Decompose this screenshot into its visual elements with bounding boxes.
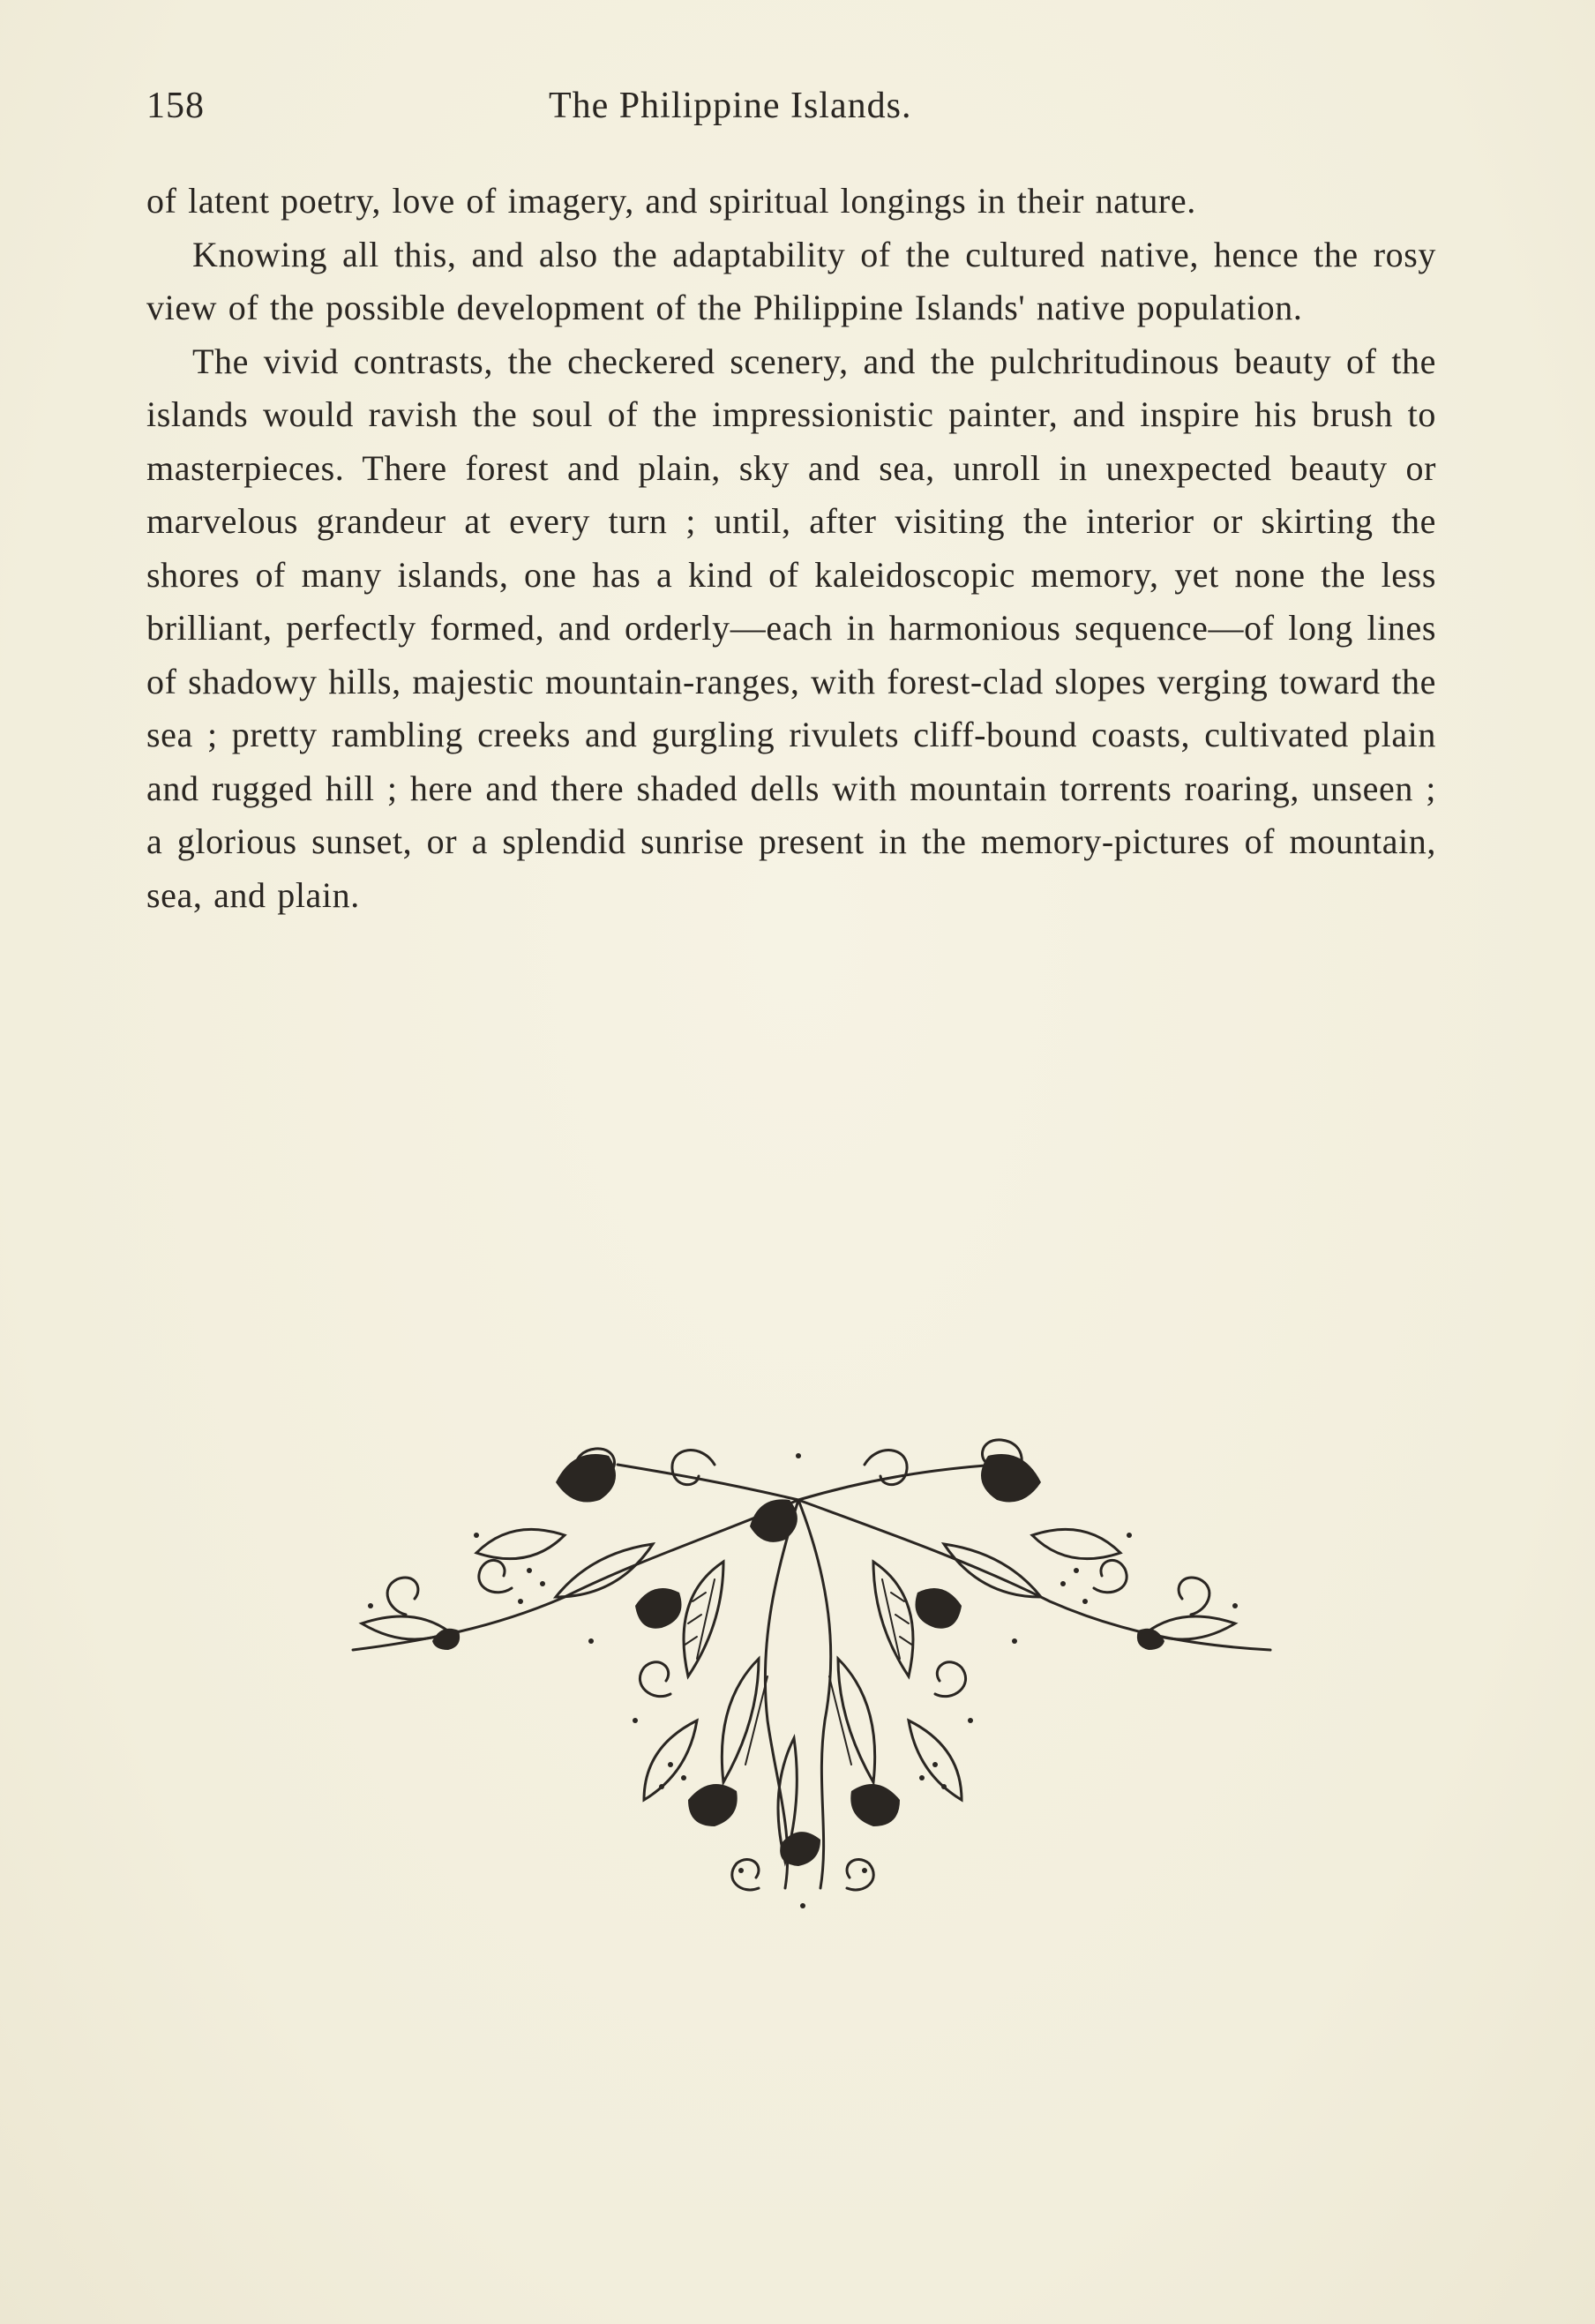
paragraph: The vivid contrasts, the checkered scenery, and the pulchritudinous beauty of the islands would ravish the soul of the impressionistic painter, and inspire his brush to masterpieces. There forest and plain, sky and sea, unroll in unexpected beauty or marvelous grandeur at every turn ; until, after visiting the interior or skirting the shores of many islands, one has a kind of kaleidoscopic memory, yet none the less brilliant, perfectly formed, and orderly—each in harmonious sequence—of long lines of shadowy hills, majestic mountain-ranges, with forest-clad slopes verging toward the sea ; pretty rambling creeks and gurgling rivulets cliff-bound coasts, cultivated plain and rugged hill ; here and there shaded dells with mountain torrents roaring, unseen ; a glorious sunset, or a splendid sunrise present in the memory-pictures of mountain, sea, and plain. <box>146 341 1436 915</box>
running-title: The Philippine Islands. <box>549 86 912 126</box>
paragraph: Knowing all this, and also the adaptability of the cultured native, hence the rosy view of the possible development of the Philippine Islands' native population. <box>146 234 1436 327</box>
paragraph-continued: of latent poetry, love of imagery, and spiritual longings in their nature. <box>146 181 1196 221</box>
page-number: 158 <box>146 86 205 126</box>
running-head <box>146 85 1434 138</box>
body-text <box>146 175 1436 922</box>
floral-tailpiece-ornament-icon <box>300 1429 1297 1923</box>
